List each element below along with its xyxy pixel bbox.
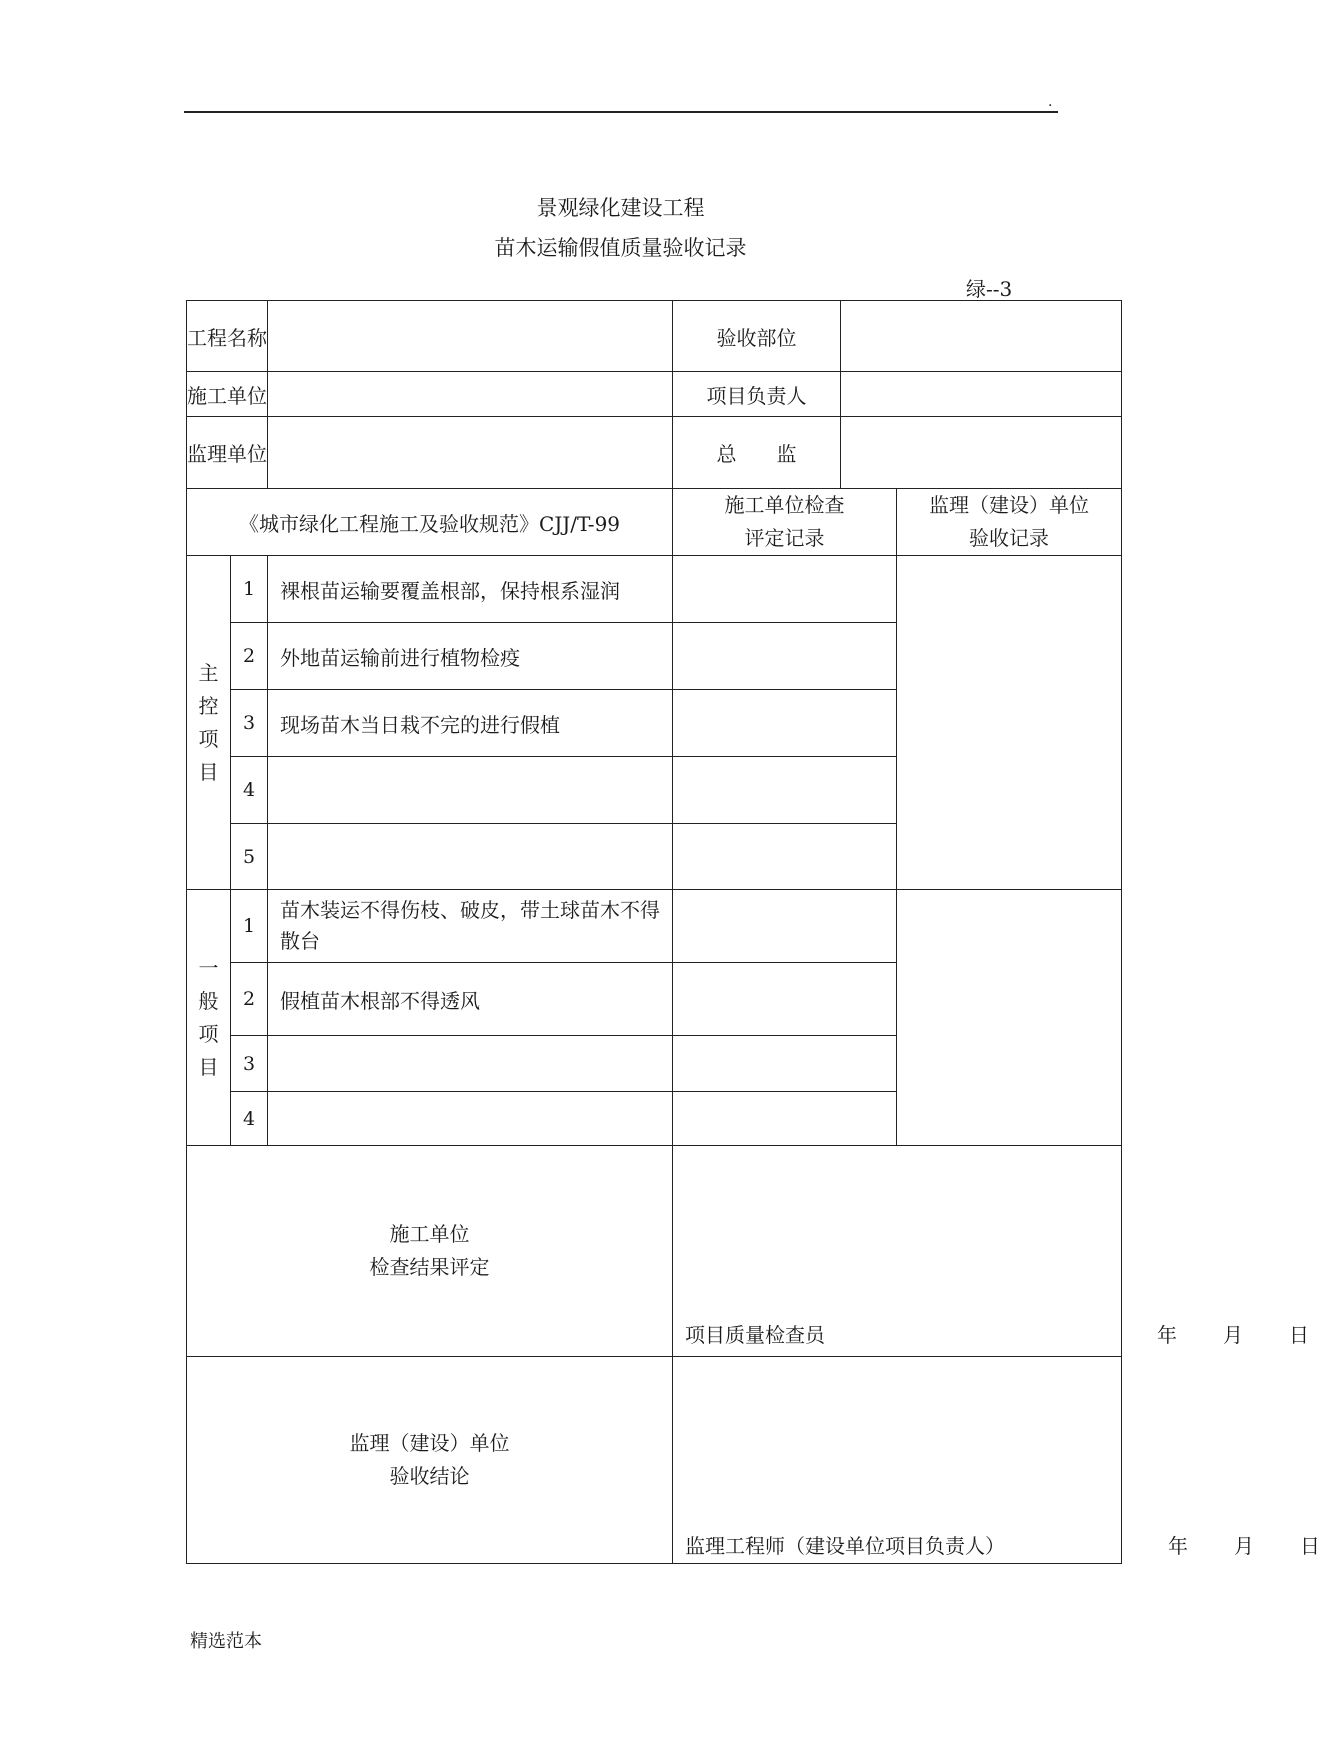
supervision-accept-header-line1: 监理（建设）单位 xyxy=(929,493,1089,517)
construction-month-label: 月 xyxy=(1223,1323,1243,1347)
supervision-result-label-line1: 监理（建设）单位 xyxy=(349,1431,510,1455)
supervision-day-label: 日 xyxy=(1300,1534,1320,1558)
main-items-label-char: 主 xyxy=(198,660,219,685)
main-item-text[interactable] xyxy=(268,824,673,890)
header-dot: . xyxy=(1048,94,1053,110)
main-item-check-field[interactable] xyxy=(673,623,897,690)
general-item-check-field[interactable] xyxy=(673,963,897,1036)
footer-text: 精选范本 xyxy=(190,1631,262,1652)
document-title: 景观绿化建设工程 xyxy=(536,196,705,220)
form-code: 绿--3 xyxy=(966,277,1013,301)
main-item-check-field[interactable] xyxy=(673,690,897,757)
general-item-text: 苗木装运不得伤枝、破皮，带土球苗木不得散台 xyxy=(268,890,673,963)
standard-spec: 《城市绿化工程施工及验收规范》CJJ/T-99 xyxy=(187,489,673,556)
project-name-label: 工程名称 xyxy=(187,301,268,372)
supervision-unit-label: 监理单位 xyxy=(187,417,268,489)
main-items-label xyxy=(187,556,231,890)
supervision-accept-header-line2: 验收记录 xyxy=(969,526,1049,550)
project-manager-label: 项目负责人 xyxy=(673,372,841,417)
project-name-field[interactable] xyxy=(268,301,673,372)
supervision-accept-header xyxy=(897,489,1122,556)
main-items-supervision-field[interactable] xyxy=(897,556,1122,890)
supervision-year-label: 年 xyxy=(1168,1534,1188,1558)
general-items-label-char: 一 xyxy=(198,955,219,980)
main-item-number: 3 xyxy=(231,690,268,757)
acceptance-part-field[interactable] xyxy=(841,301,1122,372)
general-item-text[interactable] xyxy=(268,1092,673,1146)
general-item-text: 假植苗木根部不得透风 xyxy=(268,963,673,1036)
main-item-text[interactable] xyxy=(268,757,673,824)
general-item-check-field[interactable] xyxy=(673,1092,897,1146)
general-items-label-char: 目 xyxy=(198,1054,219,1079)
chief-supervisor-label: 总 监 xyxy=(673,417,841,489)
main-item-text: 外地苗运输前进行植物检疫 xyxy=(268,623,673,690)
supervision-result-label-line2: 验收结论 xyxy=(389,1464,470,1488)
construction-check-header-line2: 评定记录 xyxy=(744,526,825,550)
construction-result-label-line2: 检查结果评定 xyxy=(369,1255,490,1279)
supervision-signer-label: 监理工程师（建设单位项目负责人） xyxy=(685,1534,1005,1558)
main-item-text: 裸根苗运输要覆盖根部，保持根系湿润 xyxy=(268,556,673,623)
general-item-number: 2 xyxy=(231,963,268,1036)
project-manager-field[interactable] xyxy=(841,372,1122,417)
main-items-label-char: 控 xyxy=(198,693,219,718)
general-items-supervision-field[interactable] xyxy=(897,890,1122,1146)
construction-check-header-line1: 施工单位检查 xyxy=(724,493,845,517)
supervision-month-label: 月 xyxy=(1234,1534,1254,1558)
construction-unit-field[interactable] xyxy=(268,372,673,417)
general-item-check-field[interactable] xyxy=(673,890,897,963)
document-subtitle: 苗木运输假值质量验收记录 xyxy=(494,236,747,260)
supervision-result-label xyxy=(187,1357,673,1564)
construction-result-label xyxy=(187,1146,673,1357)
construction-day-label: 日 xyxy=(1289,1323,1309,1347)
main-item-text: 现场苗木当日栽不完的进行假植 xyxy=(268,690,673,757)
main-item-number: 1 xyxy=(231,556,268,623)
construction-unit-label: 施工单位 xyxy=(187,372,268,417)
main-item-number: 5 xyxy=(231,824,268,890)
general-item-check-field[interactable] xyxy=(673,1036,897,1092)
construction-signer-label: 项目质量检查员 xyxy=(685,1323,825,1347)
acceptance-record-table xyxy=(186,300,1320,1564)
acceptance-part-label: 验收部位 xyxy=(673,301,841,372)
construction-check-header xyxy=(673,489,897,556)
main-item-number: 4 xyxy=(231,757,268,824)
main-items-label-char: 目 xyxy=(198,759,219,784)
main-item-number: 2 xyxy=(231,623,268,690)
main-item-check-field[interactable] xyxy=(673,757,897,824)
main-item-check-field[interactable] xyxy=(673,824,897,890)
construction-result-field[interactable] xyxy=(673,1146,1309,1357)
main-items-label-char: 项 xyxy=(198,726,219,751)
general-item-number: 3 xyxy=(231,1036,268,1092)
main-item-check-field[interactable] xyxy=(673,556,897,623)
general-items-label-char: 般 xyxy=(198,988,219,1013)
header-rule xyxy=(184,111,1058,113)
general-items-label xyxy=(187,890,231,1146)
chief-supervisor-field[interactable] xyxy=(841,417,1122,489)
general-item-number: 4 xyxy=(231,1092,268,1146)
general-items-label-char: 项 xyxy=(198,1021,219,1046)
supervision-result-field[interactable] xyxy=(673,1357,1320,1564)
construction-result-label-line1: 施工单位 xyxy=(389,1222,470,1246)
construction-year-label: 年 xyxy=(1157,1323,1177,1347)
supervision-unit-field[interactable] xyxy=(268,417,673,489)
general-item-number: 1 xyxy=(231,890,268,963)
general-item-text[interactable] xyxy=(268,1036,673,1092)
